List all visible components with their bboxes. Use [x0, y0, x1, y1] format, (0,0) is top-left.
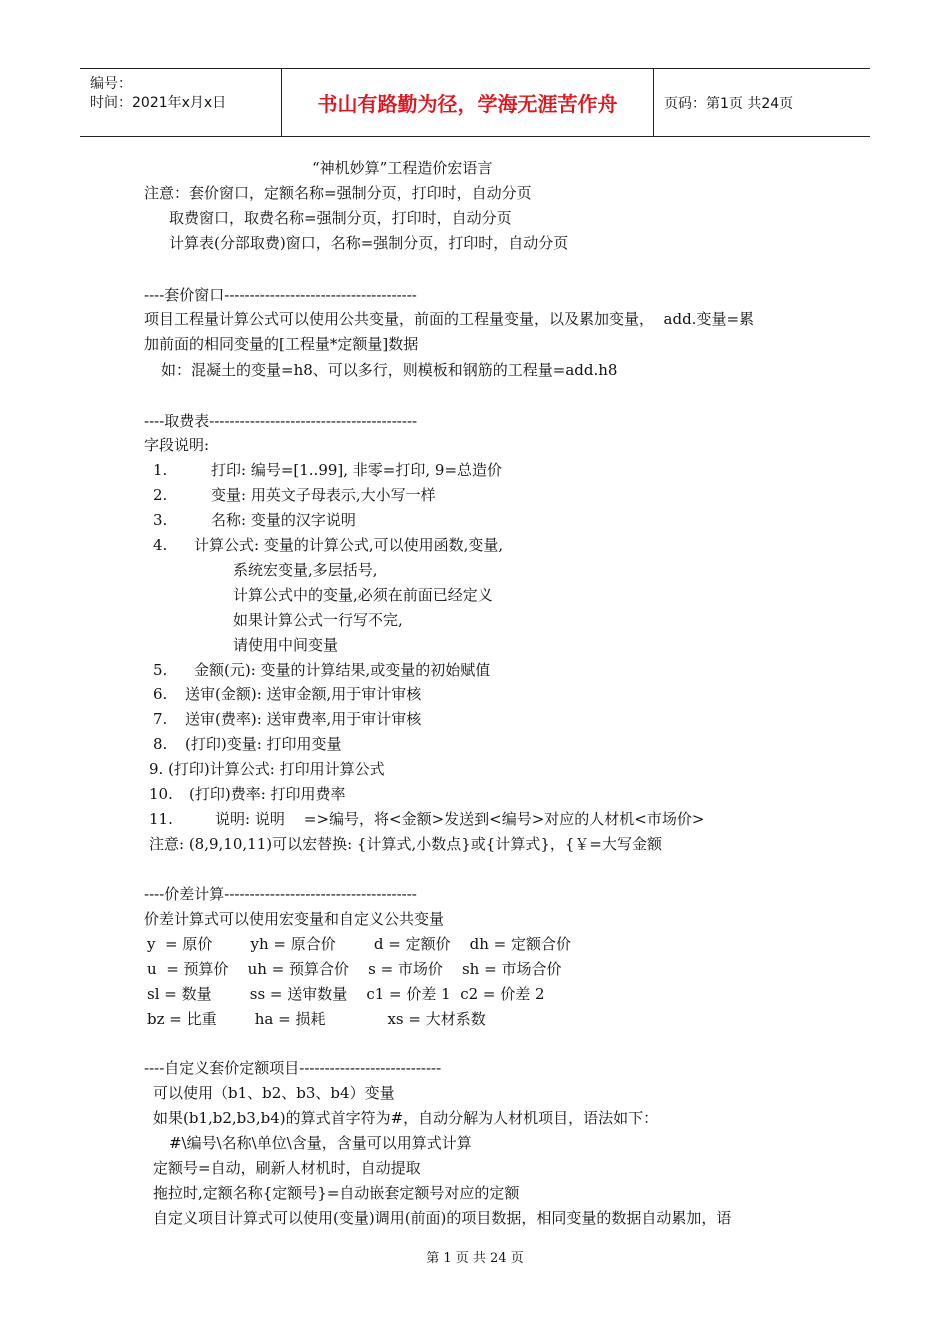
document-number-label: 编号：: [90, 76, 132, 92]
list-number: 6.: [153, 685, 168, 703]
list-number: 2.: [153, 486, 168, 504]
header-meta: [80, 69, 280, 136]
list-item: (打印)变量: 打印用变量: [185, 735, 342, 753]
list-item-continuation: 系统宏变量,多层括号,: [233, 561, 378, 579]
list-number: 5.: [153, 661, 168, 679]
header-motto: 书山有路勤为径，学海无涯苦作舟: [317, 92, 618, 116]
variable-row: u = 预算价 uh = 预算合价 s = 市场价 sh = 市场合价: [147, 960, 562, 978]
list-number: 4.: [153, 536, 168, 554]
section-heading: ----取费表-----------------------------------------: [144, 412, 418, 430]
text-line: 价差计算式可以使用宏变量和自定义公共变量: [144, 910, 445, 928]
note-line: 注意: (8,9,10,11)可以宏替换: {计算式,小数点}或{计算式}，{￥=大写金额: [149, 835, 662, 853]
document-title: “神机妙算”工程造价宏语言: [312, 159, 493, 177]
header-divider: [653, 69, 654, 136]
document-time: 时间：2021年x月x日: [90, 95, 227, 111]
text-line: 加前面的相同变量的[工程量*定额量]数据: [144, 335, 419, 353]
text-line: 如：混凝土的变量=h8、可以多行，则模板和钢筋的工程量=add.h8: [161, 361, 618, 379]
list-item-continuation: 计算公式中的变量,必须在前面已经定义: [233, 586, 493, 604]
list-item: 说明: 说明 =>编号，将<金额>发送到<编号>对应的人材机<市场价>: [215, 810, 705, 828]
list-number: 11.: [149, 810, 173, 828]
text-line: 拖拉时,定额名称{定额号}=自动嵌套定额号对应的定额: [153, 1184, 520, 1202]
text-line: 可以使用（b1、b2、b3、b4）变量: [153, 1084, 395, 1102]
list-item-continuation: 如果计算公式一行写不完,: [233, 611, 403, 629]
variable-row: bz = 比重 ha = 损耗 xs = 大材系数: [147, 1010, 486, 1028]
list-item: 送审(金额): 送审金额,用于审计审核: [185, 685, 422, 703]
list-item: 9. (打印)计算公式: 打印用计算公式: [149, 760, 385, 778]
list-number: 7.: [153, 710, 168, 728]
list-item-continuation: 请使用中间变量: [233, 636, 339, 654]
text-line: 定额号=自动，刷新人材机时，自动提取: [153, 1159, 421, 1177]
text-line: 如果(b1,b2,b3,b4)的算式首字符为#，自动分解为人材机项目，语法如下：: [153, 1109, 659, 1127]
list-item: 计算公式: 变量的计算公式,可以使用函数,变量,: [194, 536, 504, 554]
list-number: 10.: [149, 785, 173, 803]
variable-row: sl = 数量 ss = 送审数量 c1 = 价差 1 c2 = 价差 2: [147, 985, 545, 1003]
list-item: 打印: 编号=[1..99], 非零=打印, 9=总造价: [211, 461, 503, 479]
text-line: 字段说明:: [144, 436, 210, 454]
text-line: #\编号\名称\单位\含量，含量可以用算式计算: [169, 1134, 472, 1152]
text-line: 注意：套价窗口，定额名称=强制分页，打印时，自动分页: [144, 184, 532, 202]
section-heading: ----自定义套价定额项目----------------------------: [144, 1059, 442, 1077]
list-item: 金额(元): 变量的计算结果,或变量的初始赋值: [194, 661, 491, 679]
list-item: (打印)费率: 打印用费率: [189, 785, 346, 803]
text-line: 取费窗口，取费名称=强制分页，打印时，自动分页: [169, 209, 512, 227]
text-line: 自定义项目计算式可以使用(变量)调用(前面)的项目数据，相同变量的数据自动累加，语: [153, 1209, 732, 1227]
list-number: 3.: [153, 511, 168, 529]
variable-row: y = 原价 yh = 原合价 d = 定额价 dh = 定额合价: [147, 935, 572, 953]
list-item: 变量: 用英文子母表示,大小写一样: [211, 486, 436, 504]
header-page-info: 页码：第1页 共24页: [664, 96, 794, 112]
text-line: 计算表(分部取费)窗口，名称=强制分页，打印时，自动分页: [169, 234, 569, 252]
section-heading: ----套价窗口--------------------------------------: [144, 286, 417, 304]
page-header: [80, 68, 870, 137]
list-number: 1.: [153, 461, 168, 479]
list-item: 名称: 变量的汉字说明: [211, 511, 356, 529]
page-footer: 第 1 页 共 24 页: [426, 1251, 524, 1266]
list-item: 送审(费率): 送审费率,用于审计审核: [185, 710, 422, 728]
text-line: 项目工程量计算公式可以使用公共变量，前面的工程量变量，以及累加变量， add.变量=累: [144, 310, 755, 328]
list-number: 8.: [153, 735, 168, 753]
section-heading: ----价差计算--------------------------------------: [144, 885, 417, 903]
